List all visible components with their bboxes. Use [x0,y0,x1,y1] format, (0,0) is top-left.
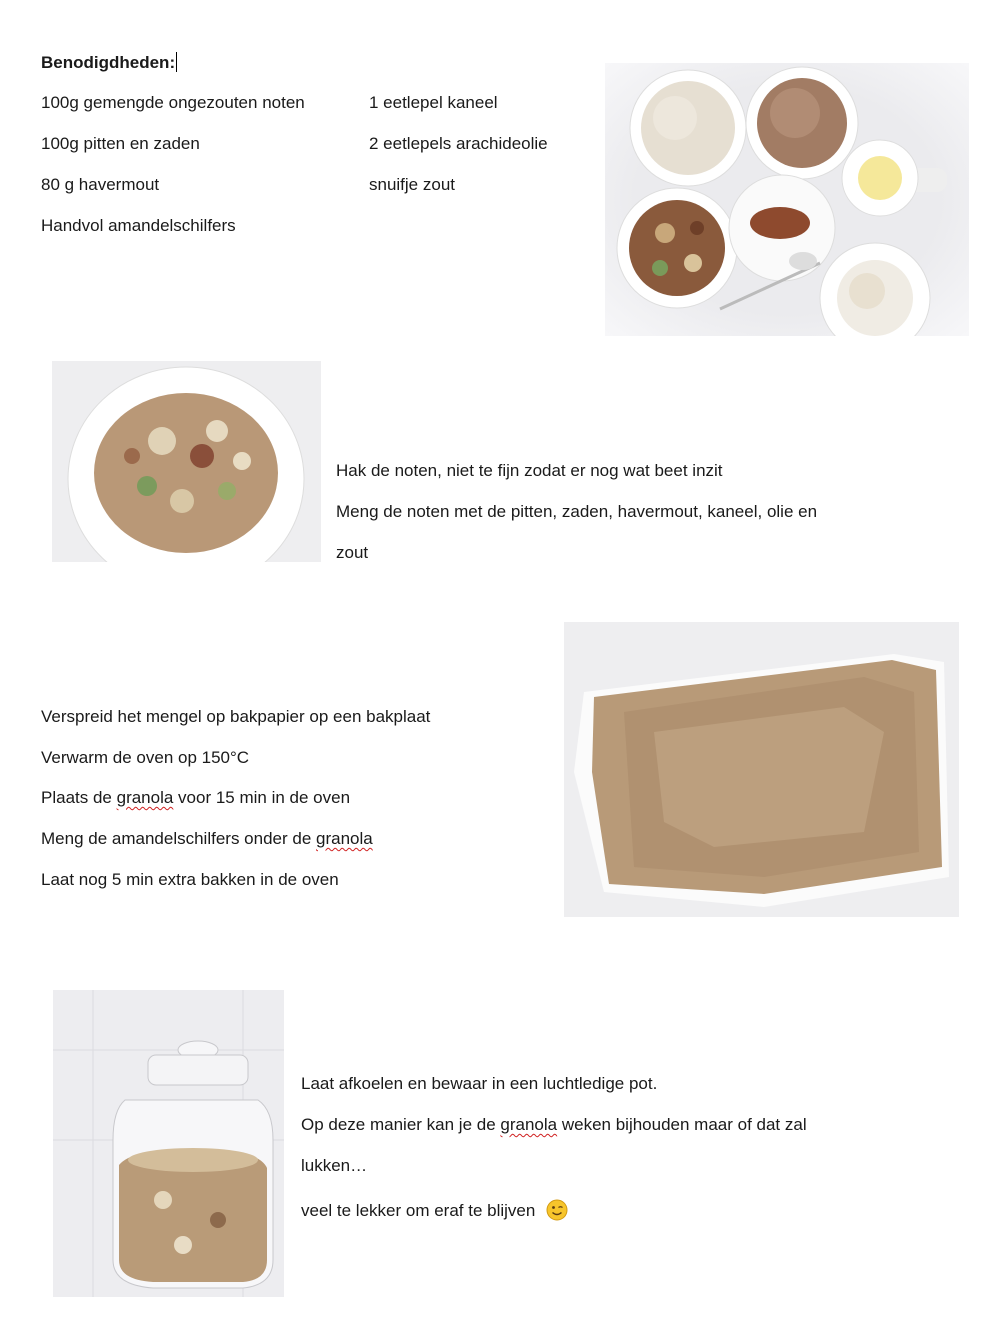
misspelled-word: granola [316,829,373,848]
ingredient-salt: snuifje zout [369,175,455,194]
step2-line2: Verwarm de oven op 150°C [41,748,250,767]
step3-line2 [301,1115,807,1135]
winking-face-icon [546,1199,568,1221]
step2-line5: Laat nog 5 min extra bakken in de oven [41,870,339,889]
chopped-nuts-photo [52,361,321,562]
text-span: voor 15 min in de oven [173,788,351,807]
text-span: Plaats de [41,788,117,807]
ingredients-photo [605,63,969,336]
ingredient-seeds: 100g pitten en zaden [41,134,200,153]
baking-sheet-photo [564,622,959,917]
text-span: veel te lekker om eraf te blijven [301,1201,536,1220]
step3-line4 [301,1199,568,1221]
text-span: weken bijhouden maar of dat zal [557,1115,807,1134]
ingredient-almonds: Handvol amandelschilfers [41,216,236,235]
ingredient-oats: 80 g havermout [41,175,160,194]
step2-line3 [41,788,350,808]
misspelled-word: granola [500,1115,558,1134]
misspelled-word: granola [116,788,174,807]
step1-line2: Meng de noten met de pitten, zaden, havermout, kaneel, olie en [336,502,818,521]
step3-line1: Laat afkoelen en bewaar in een luchtledige pot. [301,1074,658,1093]
ingredients-heading [41,52,177,73]
ingredient-oil: 2 eetlepels arachideolie [369,134,548,153]
text-span: Meng de amandelschilfers onder de [41,829,316,848]
step2-line4 [41,829,373,849]
ingredient-nuts: 100g gemengde ongezouten noten [41,93,305,112]
text-span: Op deze manier kan je de [301,1115,501,1134]
text-cursor [176,52,177,72]
ingredient-cinnamon: 1 eetlepel kaneel [369,93,498,112]
step2-line1: Verspreid het mengel op bakpapier op een bakplaat [41,707,431,726]
step1-line3: zout [336,543,369,562]
step3-line3: lukken… [301,1156,368,1175]
step1-line1: Hak de noten, niet te fijn zodat er nog wat beet inzit [336,461,723,480]
jar-photo [53,990,284,1297]
heading-text: Benodigdheden: [41,53,176,72]
